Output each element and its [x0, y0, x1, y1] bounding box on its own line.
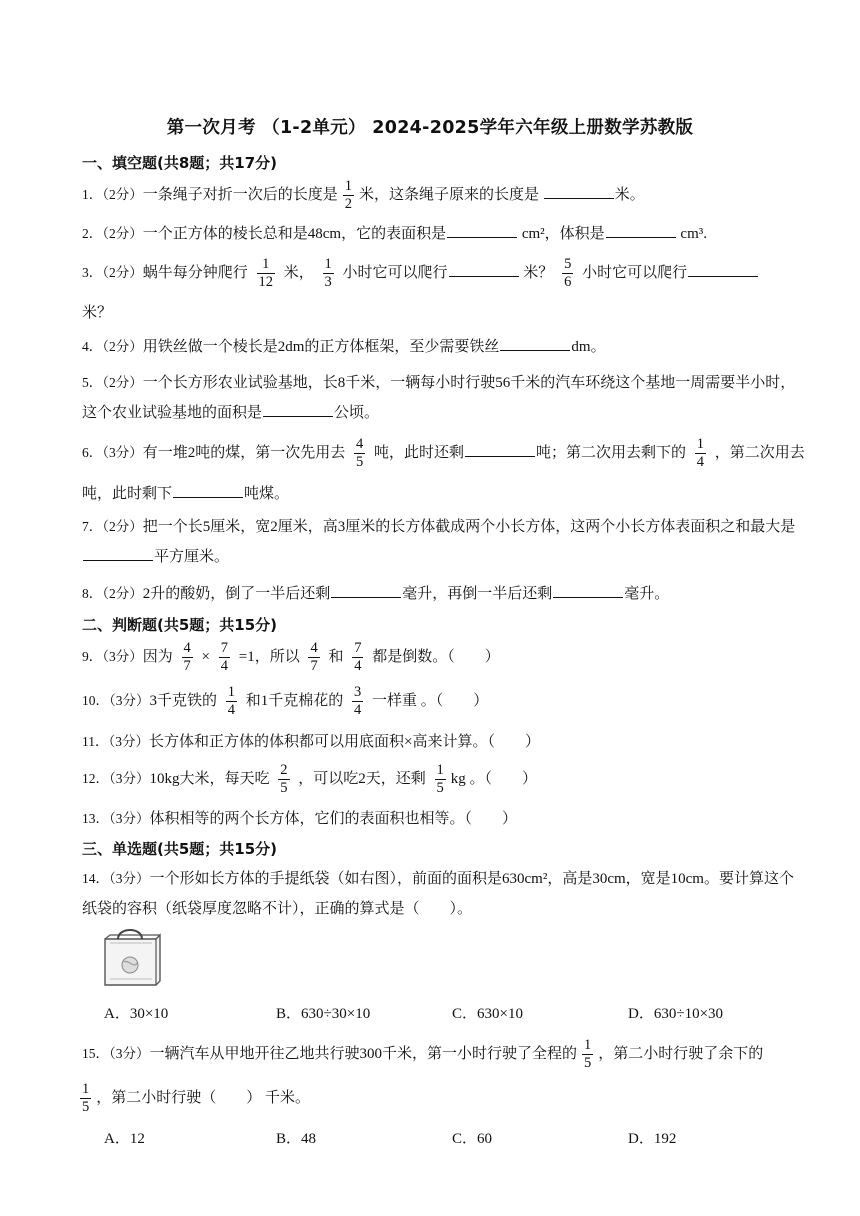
fraction: $\frac{7}{4}$	[354, 640, 362, 674]
question-text: 都是倒数。（ ）	[368, 648, 500, 665]
section-true-false: 二、判断题(共5题；共15分)	[82, 616, 278, 634]
question-text: cm²，体积是	[518, 226, 605, 242]
question-5	[82, 368, 808, 428]
question-text: 3千克铁的	[149, 692, 221, 709]
question-number: 10．（3分）	[82, 692, 150, 708]
question-text: 用铁丝做一个棱长是2dm的正方体框架，至少需要铁丝	[142, 339, 500, 355]
question-text: =1，所以	[234, 648, 304, 665]
question-2	[82, 218, 808, 250]
answer-blank[interactable]	[173, 483, 243, 498]
question-text: ×	[197, 648, 214, 665]
section-fill-in: 一、填空题(共8题；共17分)	[82, 154, 278, 172]
question-number: 15．（3分）	[82, 1045, 150, 1061]
option-a[interactable]: A．12	[104, 1131, 145, 1147]
fraction: $\frac{1}{5}$	[584, 1037, 592, 1071]
question-text: 把一个长5厘米，宽2厘米，高3厘米的长方体截成两个小长方体，这两个小长方体表面积之和最大是	[142, 519, 796, 535]
question-9	[82, 640, 808, 675]
question-3-continuation: 米？	[82, 305, 113, 321]
option-c[interactable]: C．60	[452, 1131, 493, 1147]
question-text: 因为	[142, 648, 177, 665]
question-number: 5．（2分）	[82, 375, 143, 390]
question-text: ，第二小时行驶了余下的	[598, 1045, 764, 1062]
question-number: 12．（3分）	[82, 770, 150, 786]
question-number: 7．（2分）	[82, 519, 143, 534]
question-12	[82, 762, 808, 797]
answer-blank[interactable]	[465, 442, 535, 457]
question-number: 4．（2分）	[82, 339, 143, 354]
question-text: 一辆汽车从甲地开往乙地共行驶300千米，第一小时行驶了全程的	[149, 1045, 578, 1062]
question-text: 小时它可以爬行	[578, 264, 688, 281]
question-text: ，第二小时行驶（ ） 千米。	[96, 1089, 311, 1106]
question-11	[82, 726, 808, 758]
question-text: 和1千克棉花的	[242, 692, 348, 709]
fraction: $\frac{1}{2}$	[344, 178, 353, 212]
question-text: 米。	[614, 186, 645, 203]
question-text: 2升的酸奶，倒了一半后还剩	[142, 586, 331, 602]
question-15	[82, 1037, 808, 1072]
fraction: $\frac{1}{12}$	[258, 256, 274, 290]
answer-blank[interactable]	[447, 223, 517, 238]
question-6	[82, 436, 808, 471]
fraction: $\frac{1}{5}$	[436, 762, 444, 796]
question-text: 米，	[280, 264, 318, 281]
question-number: 6．（3分）	[82, 444, 143, 460]
question-3	[82, 256, 808, 291]
question-13	[82, 803, 808, 835]
question-number: 13．（3分）	[82, 811, 150, 826]
question-text: 长方体和正方体的体积都可以用底面积×高来计算。（ ）	[149, 734, 540, 750]
question-7	[82, 512, 808, 572]
answer-blank[interactable]	[606, 223, 676, 238]
question-text: ，第二次用去	[711, 444, 805, 461]
fraction: $\frac{1}{4}$	[227, 684, 236, 718]
page-title: 第一次月考 （1-2单元） 2024-2025学年六年级上册数学苏教版	[166, 118, 694, 138]
question-text: 米，这条绳子原来的长度是	[359, 186, 543, 203]
fraction: $\frac{1}{3}$	[324, 256, 332, 290]
question-text: 毫升，再倒一半后还剩	[402, 586, 553, 602]
question-8	[82, 578, 808, 610]
paper-bag-image	[102, 929, 164, 989]
question-text: ，可以吃2天，还剩	[294, 770, 430, 787]
fraction: $\frac{1}{4}$	[696, 436, 705, 470]
question-text: 一个正方体的棱长总和是48cm，它的表面积是	[142, 226, 447, 242]
question-text: 吨，此时还剩	[370, 444, 465, 461]
fraction: $\frac{3}{4}$	[354, 684, 362, 718]
answer-blank[interactable]	[688, 262, 758, 277]
fraction: $\frac{4}{7}$	[310, 640, 318, 674]
question-number: 3．（2分）	[82, 264, 143, 280]
answer-blank[interactable]	[263, 402, 333, 417]
fraction: $\frac{2}{5}$	[280, 762, 288, 796]
fraction: $\frac{4}{5}$	[356, 436, 364, 470]
answer-blank[interactable]	[553, 583, 623, 598]
question-10	[82, 684, 808, 719]
question-14	[82, 864, 808, 924]
section-single-choice: 三、单选题(共5题；共15分)	[82, 840, 278, 858]
question-text: 米？	[519, 264, 558, 281]
question-text: 有一堆2吨的煤，第一次先用去	[142, 444, 350, 461]
option-d[interactable]: D．192	[628, 1131, 677, 1147]
answer-blank[interactable]	[500, 336, 570, 351]
question-text: 毫升。	[624, 586, 670, 602]
fraction: $\frac{4}{7}$	[183, 640, 191, 674]
question-text: 和	[324, 648, 348, 665]
answer-blank[interactable]	[449, 262, 519, 277]
question-text: 小时它可以爬行	[338, 264, 448, 281]
option-c[interactable]: C．630×10	[452, 1006, 523, 1022]
question-number: 9．（3分）	[82, 648, 143, 664]
option-b[interactable]: B．48	[276, 1131, 317, 1147]
fraction: $\frac{5}{6}$	[564, 256, 572, 290]
option-a[interactable]: A．30×10	[104, 1006, 169, 1022]
question-6-continuation	[82, 478, 808, 510]
question-text: 吨煤。	[244, 486, 290, 502]
question-number: 8．（2分）	[82, 586, 143, 601]
answer-blank[interactable]	[83, 546, 153, 561]
question-text: 蜗牛每分钟爬行	[142, 264, 252, 281]
question-15-continuation	[80, 1081, 808, 1116]
question-text: 一个形如长方体的手提纸袋（如右图），前面的面积是630cm²，高是30cm，宽是10cm。要计算这个纸袋的容积（纸袋厚度忽略不计），正确的算式是（ ）。	[82, 871, 794, 917]
question-text: kg 。（ ）	[450, 770, 538, 787]
question-text: cm³.	[676, 226, 707, 242]
answer-blank[interactable]	[544, 184, 614, 199]
fraction: $\frac{7}{4}$	[220, 640, 228, 674]
question-4	[82, 331, 808, 363]
question-text: 公顷。	[334, 405, 380, 421]
question-text: 吨；第二次用去剩下的	[536, 444, 690, 461]
question-text: dm。	[571, 339, 606, 355]
question-number: 14．（3分）	[82, 871, 150, 886]
question-1	[82, 178, 808, 213]
fraction: $\frac{1}{5}$	[82, 1081, 90, 1115]
question-text: 吨，此时剩下	[82, 486, 173, 502]
question-number: 2．（2分）	[82, 226, 143, 241]
question-text: 一个长方形农业试验基地，长8千米，一辆每小时行驶56千米的汽车环绕这个基地一周需要半小时，这个农业试验基地的面积是	[82, 375, 796, 421]
question-text: 一条绳子对折一次后的长度是	[142, 186, 338, 203]
answer-blank[interactable]	[331, 583, 401, 598]
question-text: 平方厘米。	[154, 549, 230, 565]
question-text: 10kg大米，每天吃	[149, 770, 274, 787]
option-b[interactable]: B．630÷30×10	[276, 1006, 371, 1022]
question-number: 1．（2分）	[82, 186, 143, 202]
option-d[interactable]: D．630÷10×30	[628, 1006, 724, 1022]
question-text: 体积相等的两个长方体，它们的表面积也相等。（ ）	[149, 811, 518, 827]
question-number: 11．（3分）	[82, 734, 149, 749]
question-text: 一样重 。（ ）	[368, 692, 489, 709]
